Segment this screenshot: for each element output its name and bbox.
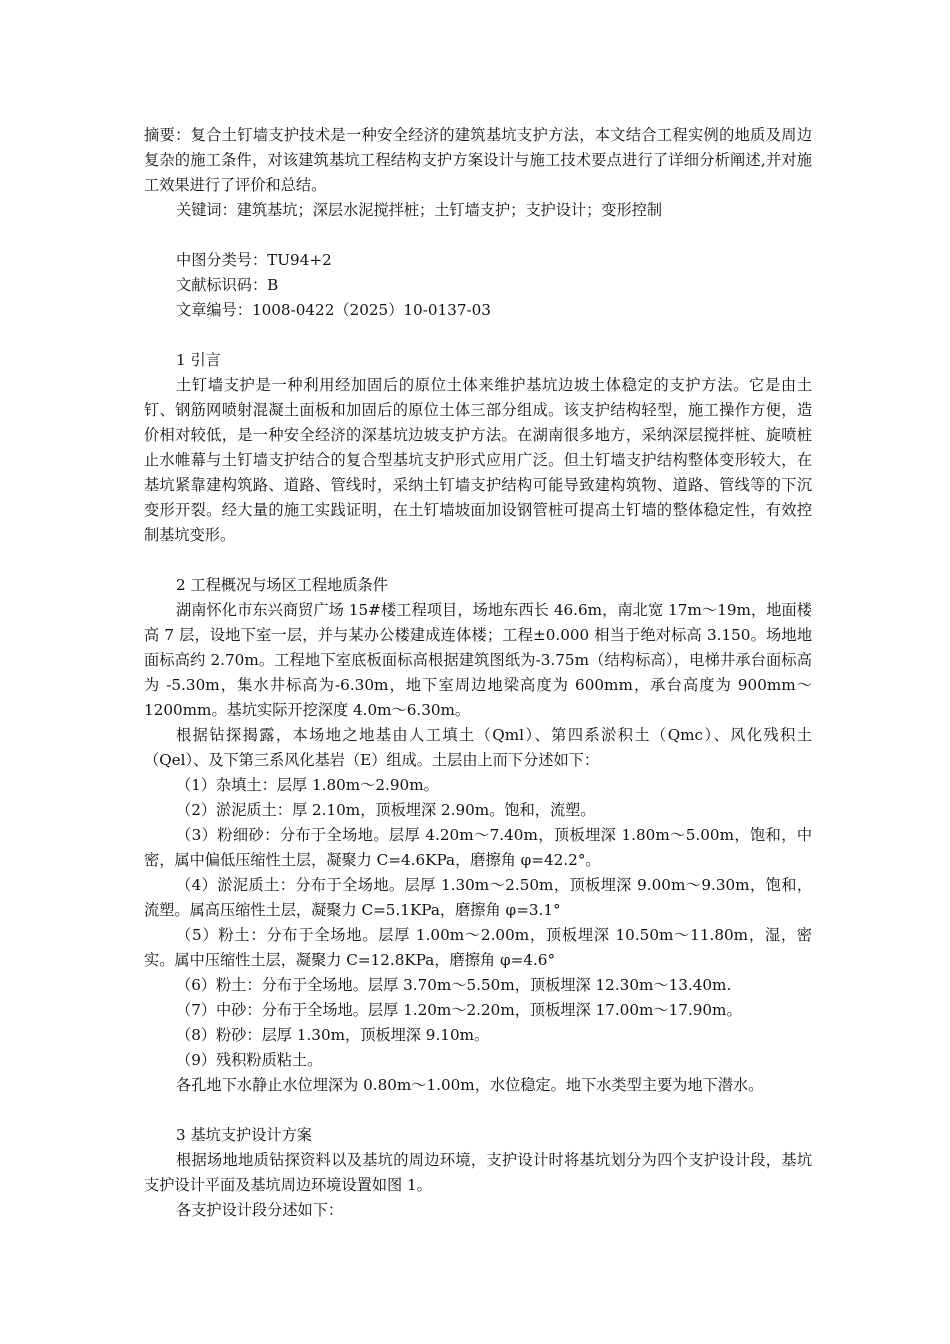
soil-layer-item: （5）粉土：分布于全场地。层厚 1.00m～2.00m，顶板埋深 10.50m～11.80m，湿，密实。属中压缩性土层，凝聚力 C=12.8KPa，磨擦角 φ=4.6° <box>144 926 812 969</box>
paragraph: 根据场地地质钻探资料以及基坑的周边环境，支护设计时将基坑划分为四个支护设计段，基坑支护设计平面及基坑周边环境设置如图 1。 <box>144 1151 812 1194</box>
spacer <box>144 323 812 348</box>
soil-layer-item: （4）淤泥质土：分布于全场地。层厚 1.30m～2.50m，顶板埋深 9.00m～9.30m，饱和，流塑。属高压缩性土层，凝聚力 C=5.1KPa，磨擦角 φ=3.1° <box>144 876 812 919</box>
paragraph: 土钉墙支护是一种利用经加固后的原位土体来维护基坑边坡土体稳定的支护方法。它是由土钉、钢筋网喷射混凝土面板和加固后的原位土体三部分组成。该支护结构轻型，施工操作方便，造价相对较低，是一种安全经济的深基坑边坡支护方法。在湖南很多地方，采纳深层搅拌桩、旋喷桩止水帷幕与土钉墙支护结合的复合型基坑支护形式应用广泛。但土钉墙支护结构整体变形较大，在基坑紧靠建构筑路、道路、管线时，采纳土钉墙支护结构可能导致建构筑物、道路、管线等的下沉变形开裂。经大量的施工实践证明，在土钉墙坡面加设钢管桩可提高土钉墙的整体稳定性，有效控制基坑变形。 <box>144 376 812 544</box>
keywords: 关键词：建筑基坑；深层水泥搅拌桩；土钉墙支护；支护设计；变形控制 <box>176 201 662 219</box>
clc-number: 中图分类号：TU94+2 <box>176 251 332 269</box>
spacer <box>144 223 812 248</box>
spacer <box>144 548 812 573</box>
paragraph: 湖南怀化市东兴商贸广场 15#楼工程项目，场地东西长 46.6m，南北宽 17m～19m，地面楼高 7 层，设地下室一层，并与某办公楼建成连体楼；工程±0.000 相当于绝对标高 3.150。场地地面标高约 2.70m。工程地下室底板面标高根据建筑图纸为-3.75m（结构标高），电梯井承台面标高为 -5.30m，集水井标高为-6.30m，地下室周边地梁高度为 600mm，承台高度为 900mm～1200mm。基坑实际开挖深度 4.0m～6.30m。 <box>144 601 812 719</box>
soil-layer-item: （8）粉砂：层厚 1.30m，顶板埋深 9.10m。 <box>176 1026 490 1044</box>
soil-layer-item: （7）中砂：分布于全场地。层厚 1.20m～2.20m，顶板埋深 17.00m～17.90m。 <box>176 1001 742 1019</box>
soil-layer-item: （2）淤泥质土：厚 2.10m，顶板埋深 2.90m。饱和，流塑。 <box>176 801 596 819</box>
section-heading-1: 1 引言 <box>176 351 221 369</box>
document-page <box>144 123 812 1223</box>
soil-layer-item: （6）粉土：分布于全场地。层厚 3.70m～5.50m，顶板埋深 12.30m～13.40m. <box>176 976 732 994</box>
paragraph: 各孔地下水静止水位埋深为 0.80m～1.00m，水位稳定。地下水类型主要为地下潜水。 <box>176 1076 764 1094</box>
soil-layer-item: （3）粉细砂：分布于全场地。层厚 4.20m～7.40m，顶板埋深 1.80m～5.00m，饱和，中密，属中偏低压缩性土层，凝聚力 C=4.6KPa，磨擦角 φ=42.2°。 <box>144 826 812 869</box>
section-heading-2: 2 工程概况与场区工程地质条件 <box>176 576 388 594</box>
spacer <box>144 1098 812 1123</box>
article-number: 文章编号：1008-0422（2025）10-0137-03 <box>176 301 491 319</box>
paragraph: 各支护设计段分述如下： <box>176 1201 344 1219</box>
abstract: 摘要：复合土钉墙支护技术是一种安全经济的建筑基坑支护方法，本文结合工程实例的地质及周边复杂的施工条件，对该建筑基坑工程结构支护方案设计与施工技术要点进行了详细分析阐述,并对施工效果进行了评价和总结。 <box>144 126 812 194</box>
soil-layer-item: （9）残积粉质粘土。 <box>176 1051 323 1069</box>
soil-layer-item: （1）杂填土：层厚 1.80m～2.90m。 <box>176 776 439 794</box>
paragraph: 根据钻探揭露，本场地之地基由人工填土（Qml）、第四系淤积土（Qmc）、风化残积土（Qel）、及下第三系风化基岩（E）组成。土层由上而下分述如下： <box>144 726 812 769</box>
document-code: 文献标识码：B <box>176 276 279 294</box>
section-heading-3: 3 基坑支护设计方案 <box>176 1126 312 1144</box>
